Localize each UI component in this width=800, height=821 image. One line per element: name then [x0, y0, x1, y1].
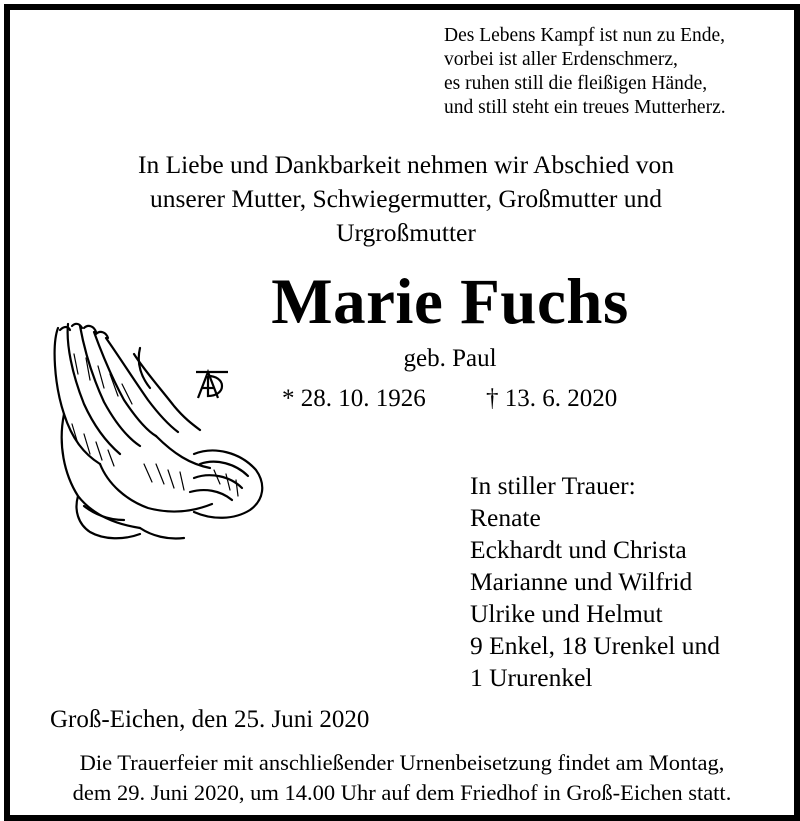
deceased-name: Marie Fuchs [271, 266, 629, 338]
mourner-entry: 9 Enkel, 18 Urenkel und [470, 631, 720, 660]
mourners-list [470, 470, 720, 694]
intro-line: In Liebe und Dankbarkeit nehmen wir Abschied von [137, 150, 675, 179]
poem-line: es ruhen still die fleißigen Hände, [444, 73, 708, 94]
intro-line: unserer Mutter, Schwiegermutter, Großmutter und [149, 184, 663, 213]
death-date: † 13. 6. 2020 [486, 385, 618, 412]
birth-date: * 28. 10. 1926 [282, 385, 426, 412]
farewell-intro [106, 148, 706, 250]
poem-line: vorbei ist aller Erdenschmerz, [444, 49, 678, 70]
poem [444, 24, 726, 120]
place-and-date: Groß-Eichen, den 25. Juni 2020 [50, 706, 370, 733]
obituary-notice [4, 4, 800, 821]
funeral-info [10, 748, 794, 808]
mourner-entry: Eckhardt und Christa [470, 535, 687, 564]
intro-line: Urgroßmutter [336, 218, 476, 247]
mourner-entry: 1 Ururenkel [470, 663, 593, 692]
maiden-name: geb. Paul [403, 345, 497, 372]
mourner-entry: Renate [470, 503, 541, 532]
poem-line: und still steht ein treues Mutterherz. [444, 97, 726, 118]
poem-line: Des Lebens Kampf ist nun zu Ende, [444, 25, 726, 46]
mourners-heading: In stiller Trauer: [470, 471, 636, 500]
funeral-line: Die Trauerfeier mit anschließender Urnenbeisetzung findet am Montag, [79, 750, 725, 775]
funeral-line: dem 29. Juni 2020, um 14.00 Uhr auf dem Friedhof in Groß-Eichen statt. [72, 780, 732, 805]
mourner-entry: Ulrike und Helmut [470, 599, 663, 628]
mourner-entry: Marianne und Wilfrid [470, 567, 693, 596]
